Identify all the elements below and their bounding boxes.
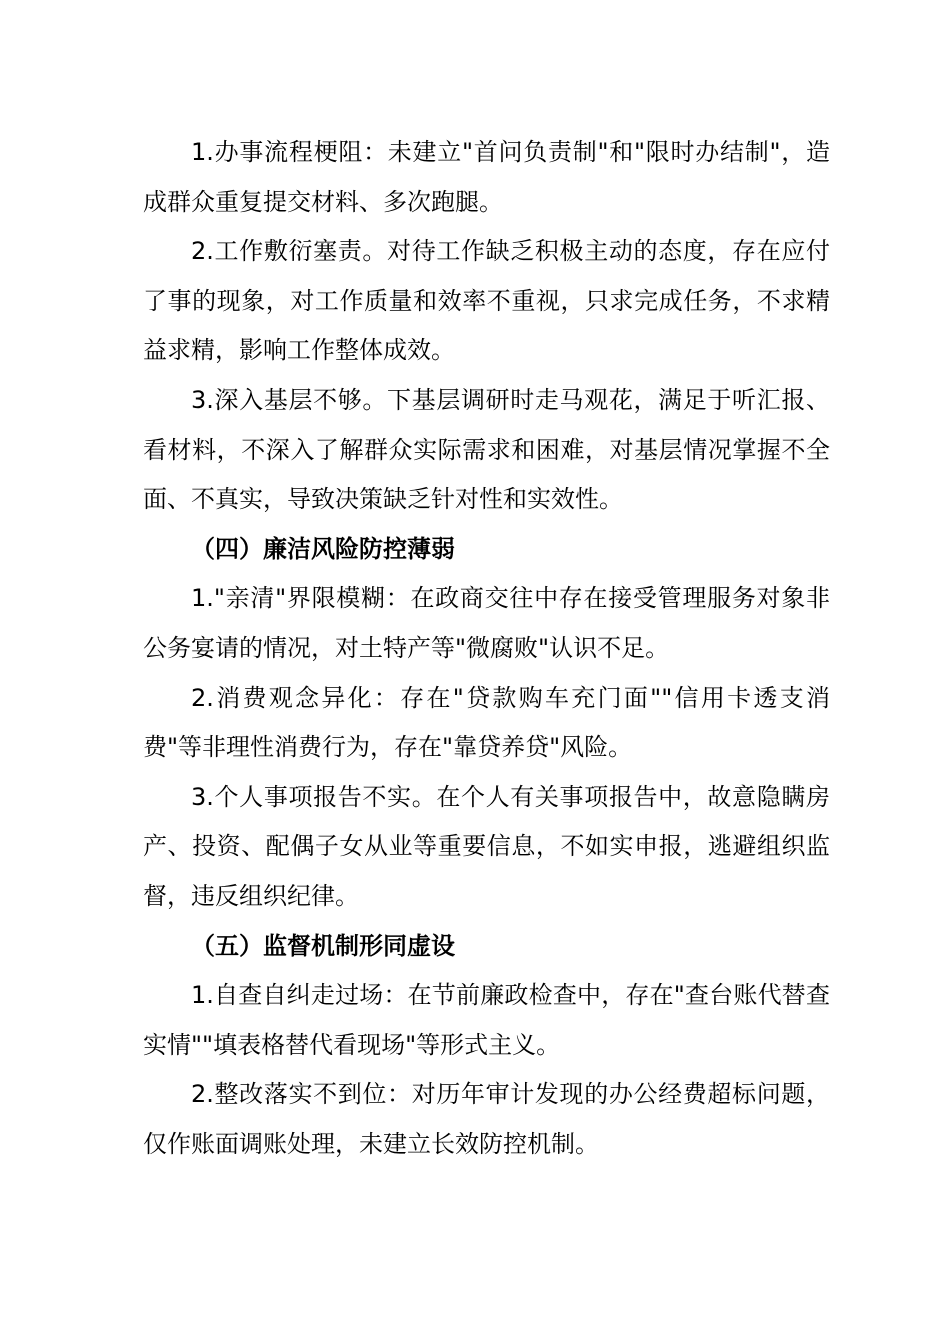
section-heading-4: （四）廉洁风险防控薄弱 (191, 534, 455, 563)
paragraph-item-1: 1.办事流程梗阻：未建立"首问负责制"和"限时办结制"，造成群众重复提交材料、多次跑腿。 (143, 138, 830, 216)
paragraph-item-2: 2.工作敷衍塞责。对待工作缺乏积极主动的态度，存在应付了事的现象，对工作质量和效率不重视，只求完成任务，不求精益求精，影响工作整体成效。 (143, 237, 830, 365)
section-heading-5: （五）监督机制形同虚设 (191, 931, 455, 960)
section4-item-3: 3.个人事项报告不实。在个人有关事项报告中，故意隐瞒房产、投资、配偶子女从业等重要信息，不如实申报，逃避组织监督，违反组织纪律。 (143, 782, 830, 910)
section5-item-2: 2.整改落实不到位：对历年审计发现的办公经费超标问题，仅作账面调账处理，未建立长效防控机制。 (143, 1080, 830, 1158)
section4-item-2: 2.消费观念异化：存在"贷款购车充门面""信用卡透支消费"等非理性消费行为，存在"靠贷养贷"风险。 (143, 683, 830, 762)
paragraph-item-3: 3.深入基层不够。下基层调研时走马观花，满足于听汇报、看材料，不深入了解群众实际需求和困难，对基层情况掌握不全面、不真实，导致决策缺乏针对性和实效性。 (143, 385, 830, 514)
section5-item-1: 1.自查自纠走过场：在节前廉政检查中，存在"查台账代替查实情""填表格替代看现场"等形式主义。 (143, 981, 830, 1059)
section4-item-1: 1."亲清"界限模糊：在政商交往中存在接受管理服务对象非公务宴请的情况，对土特产等"微腐败"认识不足。 (143, 584, 830, 662)
